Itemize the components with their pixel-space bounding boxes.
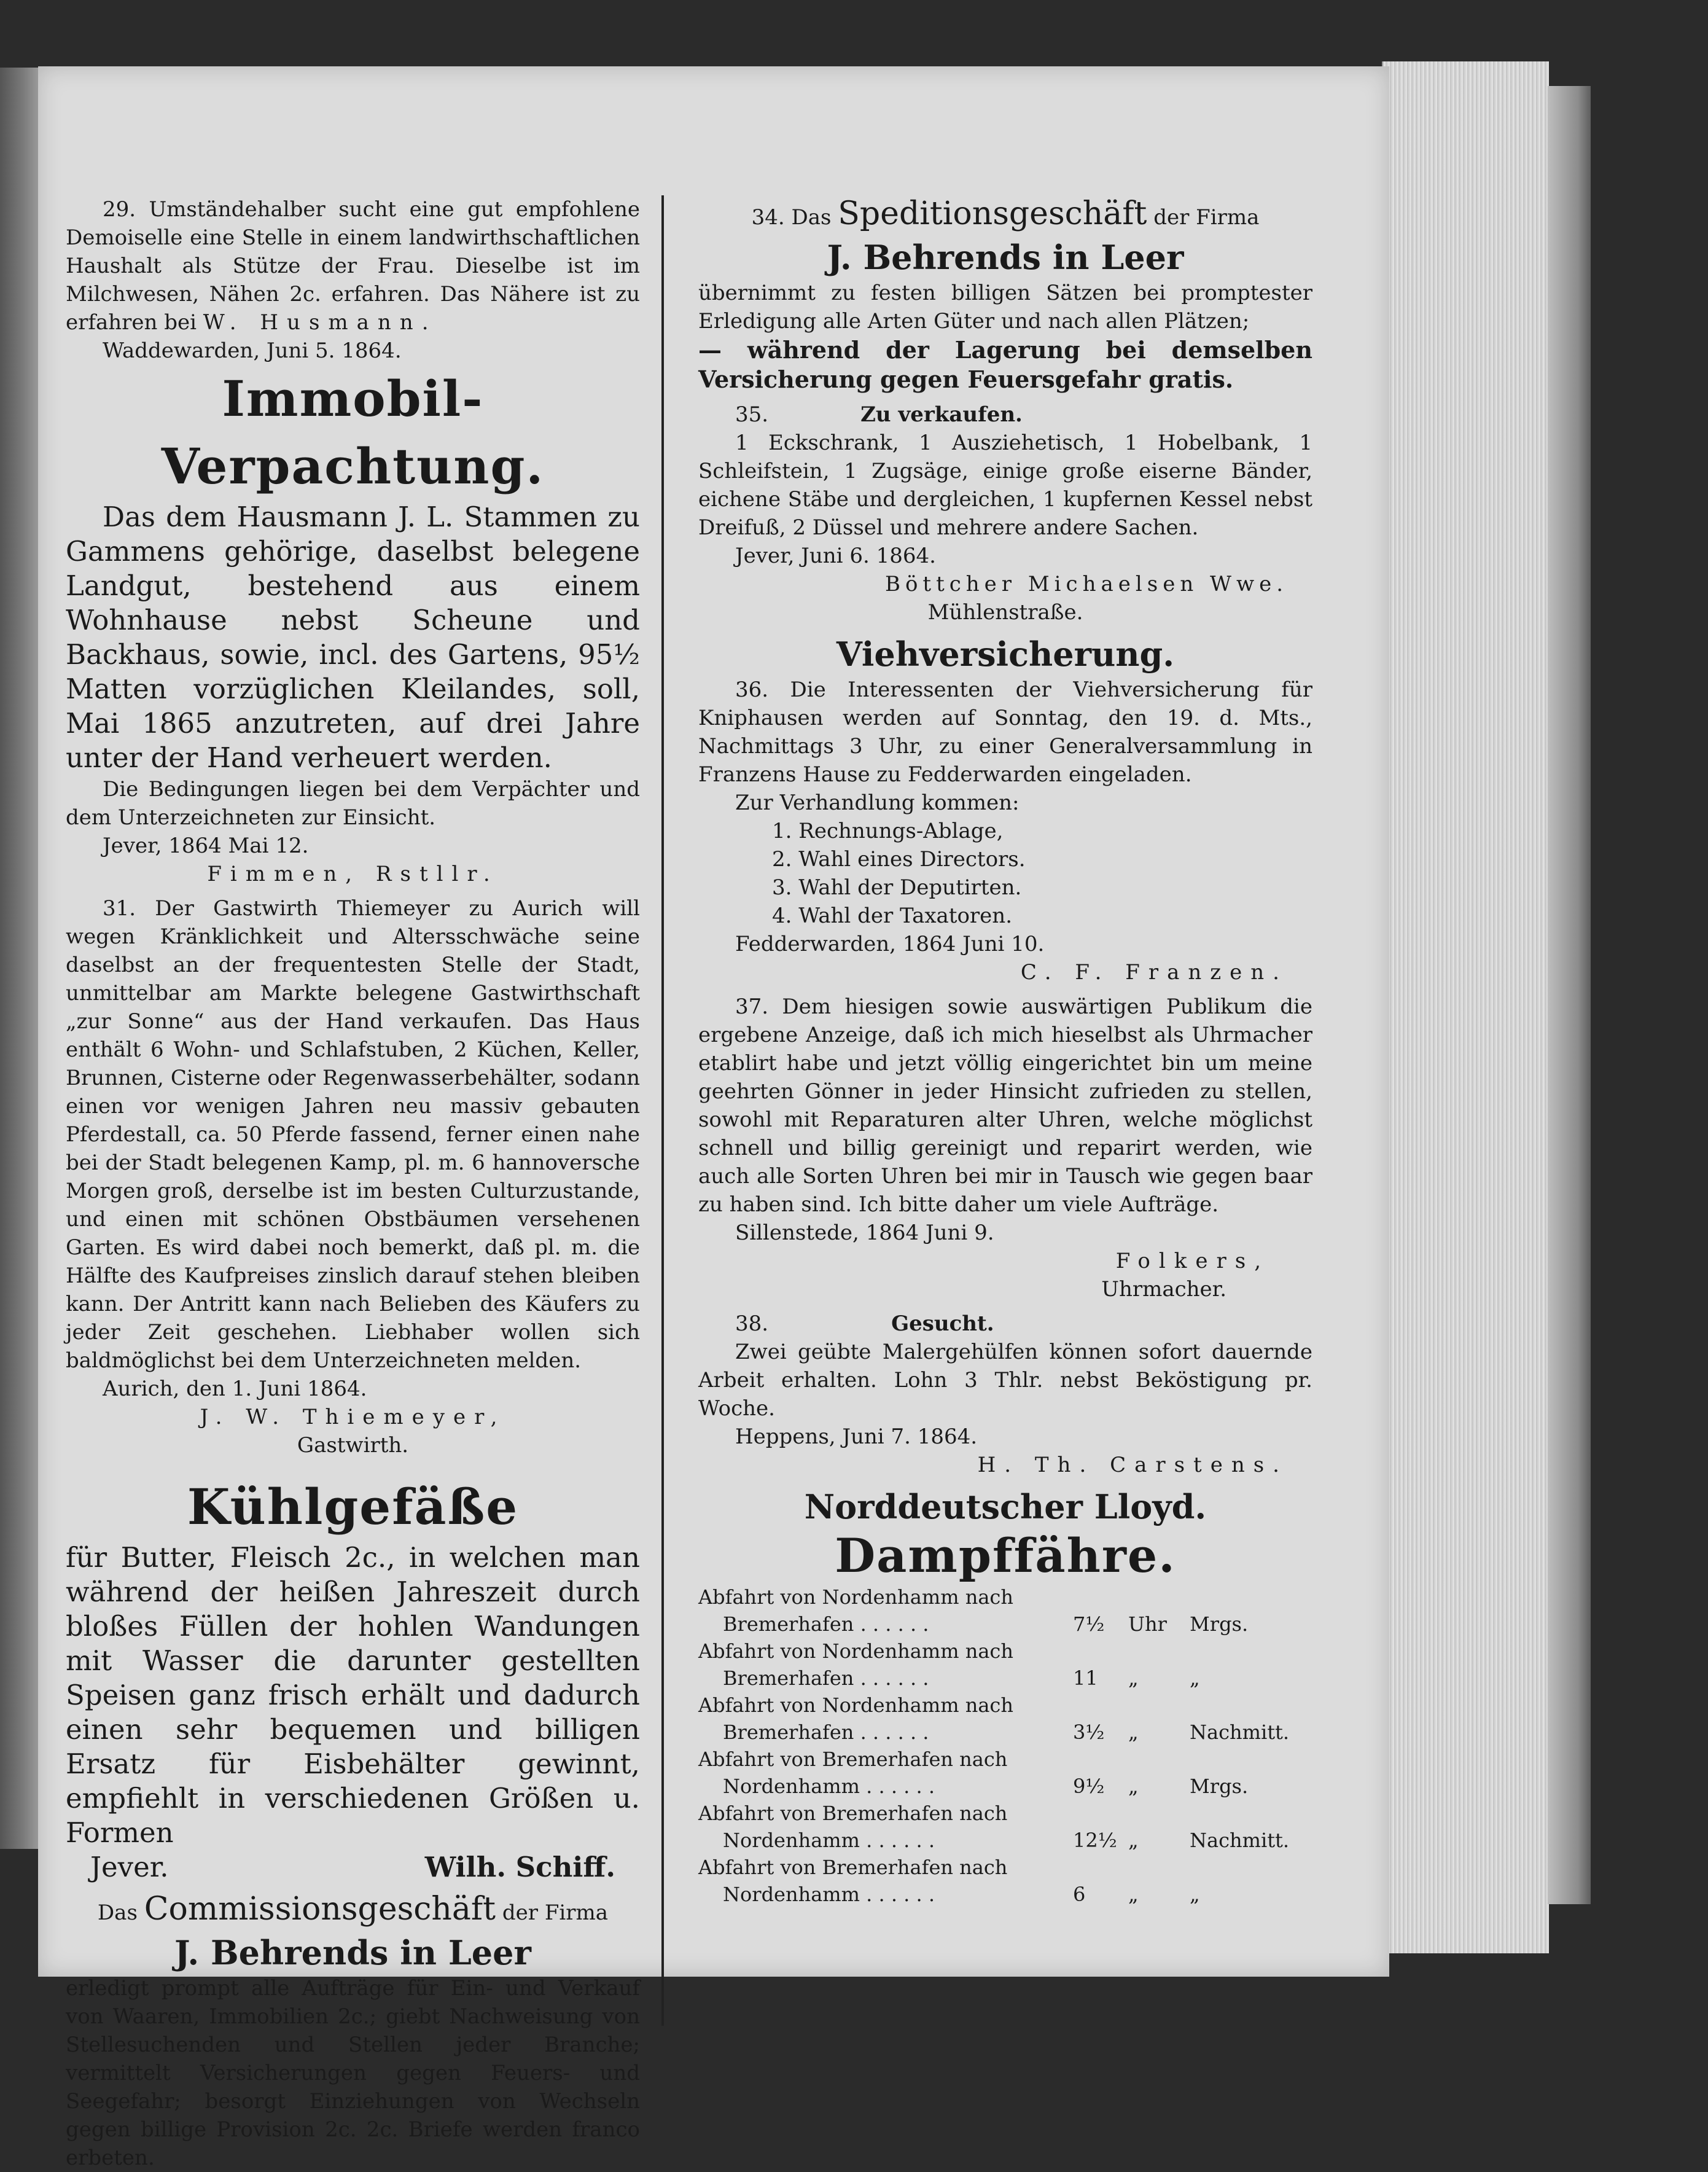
left-column xyxy=(66,195,640,2172)
ad-38-body: Zwei geübte Malergehülfen können sofort dauernde Arbeit erhalten. Lohn 3 Thlr. nebst Beköstigung pr. Woche. xyxy=(698,1340,1312,1421)
ad-30-place-date: Jever, 1864 Mai 12. xyxy=(103,834,309,858)
ad-30-signature: Fimmen, Rstllr. xyxy=(207,862,499,886)
ad-34 xyxy=(698,195,1312,394)
timetable-row: Bremerhafen . . . . . . 11 „ „ xyxy=(723,1666,1200,1690)
ad-31-name: J. W. Thiemeyer, xyxy=(200,1405,506,1429)
ad-34-body: übernimmt zu festen billigen Sätzen bei promptester Erledigung alle Arten Güter und nach allen Plätzen; xyxy=(698,281,1312,334)
ad-35-name: Böttcher Michaelsen Wwe. xyxy=(884,572,1288,596)
book-cover-edge xyxy=(1548,86,1591,1904)
column-rule xyxy=(661,195,664,2026)
commission-line1: Das Commissionsgeschäft der Firma xyxy=(97,1891,609,1928)
timetable-row: Abfahrt von Nordenhamm nach xyxy=(698,1639,1013,1663)
commission-firm: J. Behrends in Leer xyxy=(174,1933,531,1972)
ad-commission xyxy=(66,1891,640,2172)
ad-36-signature: C. F. Franzen. xyxy=(1020,960,1288,985)
timetable-row: Nordenhamm . . . . . . 6 „ „ xyxy=(723,1883,1200,1906)
timetable-row: Nordenhamm . . . . . . 9½ „ Mrgs. xyxy=(723,1775,1249,1798)
ad-kuehlgefaesse xyxy=(66,1473,640,1885)
ad-38-heading: Gesucht. xyxy=(891,1311,994,1336)
timetable-row: Abfahrt von Bremerhafen nach xyxy=(698,1856,1008,1879)
ad-35-heading: Zu verkaufen. xyxy=(860,402,1023,427)
timetable-row: Bremerhafen . . . . . . 3½ „ Nachmitt. xyxy=(723,1721,1290,1744)
lloyd-heading: Norddeutscher Lloyd. xyxy=(804,1487,1207,1526)
ad-37 xyxy=(698,993,1312,1303)
previous-page-edge xyxy=(0,68,38,1849)
ad-34-line1: 34. Das Speditionsgeschäft der Firma xyxy=(751,195,1260,232)
ad-35-head xyxy=(698,400,1312,429)
ad-35-place-date: Jever, Juni 6. 1864. xyxy=(735,544,936,568)
ad-38-place-date: Heppens, Juni 7. 1864. xyxy=(735,1424,978,1449)
right-column xyxy=(698,195,1312,1908)
commission-title: Commissionsgeschäft xyxy=(144,1891,496,1928)
timetable-row: Abfahrt von Bremerhafen nach xyxy=(698,1802,1008,1825)
ad-35-address: Mühlenstraße. xyxy=(927,600,1083,625)
ad-36 xyxy=(698,633,1312,986)
ad-36-body: 36. Die Interessenten der Viehversicherung für Kniphausen werden auf Sonntag, den 19. d. Mts., Nachmittags 3 Uhr, zu einer Generalversammlung in Franzens Hause zu Fedderwarden eingeladen. xyxy=(698,678,1312,787)
ad-38-head xyxy=(698,1310,1312,1338)
ad-36-heading: Viehversicherung. xyxy=(836,635,1175,674)
kuehl-footer xyxy=(66,1850,640,1885)
commission-body: erledigt prompt alle Aufträge für Ein- und Verkauf von Waaren, Immobilien 2c.; giebt Nachweisung von Stellesuchenden und Stellen jeder Branche; vermittelt Versicherungen gegen Feuers- und Seegefahr; besorgt Einziehungen von Wechseln gegen billige Provision 2c. 2c. Briefe werden franco erbeten. xyxy=(66,1976,640,2170)
ad-37-title: Uhrmacher. xyxy=(1101,1277,1226,1302)
ad-30-heading: Immobil-Verpachtung. xyxy=(161,370,545,495)
timetable-row: Abfahrt von Nordenhamm nach xyxy=(698,1693,1013,1717)
ad-30-note: Die Bedingungen liegen bei dem Verpächter und dem Unterzeichneten zur Einsicht. xyxy=(66,777,640,830)
ad-34-bold: — während der Lagerung bei demselben Versicherung gegen Feuersgefahr gratis. xyxy=(698,336,1312,393)
ad-30 xyxy=(66,365,640,888)
ad-36-agenda-item: 4. Wahl der Taxatoren. xyxy=(772,904,1012,928)
ad-31-title: Gastwirth. xyxy=(297,1433,409,1458)
ad-38-name: H. Th. Carstens. xyxy=(977,1453,1288,1477)
timetable-row: Nordenhamm . . . . . . 12½ „ Nachmitt. xyxy=(723,1829,1290,1852)
ad-37-text: 37. Dem hiesigen sowie auswärtigen Publikum die ergebene Anzeige, daß ich mich hieselbst als Uhrmacher etablirt habe und jetzt völlig eingerichtet bin um meine geehrten Gönner in jeder Hinsicht zufrieden zu stellen, sowohl mit Reparaturen alter Uhren, welche möglichst schnell und billig gereinigt und reparirt werden, wie auch alle Sorten Uhren bei mir in Tausch wie gegen baar zu haben sind. Ich bitte daher um viele Aufträge. xyxy=(698,994,1312,1217)
ferry-timetable xyxy=(698,1584,1312,1908)
newspaper-page xyxy=(38,66,1389,2170)
ad-29 xyxy=(66,195,640,365)
ad-38 xyxy=(698,1310,1312,1479)
timetable-row: Abfahrt von Bremerhafen nach xyxy=(698,1748,1008,1771)
ad-36-agenda-item: 2. Wahl eines Directors. xyxy=(772,847,1026,872)
ad-36-agenda-item: 3. Wahl der Deputirten. xyxy=(772,875,1022,900)
ad-29-name: W. Husmann. xyxy=(203,310,437,335)
timetable-row: Bremerhafen . . . . . . 7½ Uhr Mrgs. xyxy=(723,1612,1249,1636)
ad-38-num: 38. xyxy=(735,1311,769,1336)
timetable-row: Abfahrt von Nordenhamm nach xyxy=(698,1585,1013,1609)
ad-34-title: Speditionsgeschäft xyxy=(838,195,1147,232)
ad-34-firm: J. Behrends in Leer xyxy=(827,238,1184,277)
ad-37-name: Folkers, xyxy=(1115,1249,1269,1273)
kuehl-body: für Butter, Fleisch 2c., in welchen man während der heißen Jahreszeit durch bloßes Füllen der hohlen Wandungen mit Wasser die darunter gestellten Speisen ganz frisch erhält und dadurch einen sehr bequemen und billigen Ersatz für Eisbehälter gewinnt, empfiehlt in verschiedenen Größen u. Formen xyxy=(66,1541,640,1849)
ad-30-body: Das dem Hausmann J. L. Stammen zu Gammens gehörige, daselbst belegene Landgut, bestehend aus einem Wohnhause nebst Scheune und Backhaus, sowie, incl. des Gartens, 95½ Matten vorzüglichen Kleilandes, soll, Mai 1865 anzutreten, auf drei Jahre unter der Hand verheuert werden. xyxy=(66,501,640,774)
ad-35-num: 35. xyxy=(735,402,769,427)
book-page-edges xyxy=(1382,61,1549,1953)
ad-37-place-date: Sillenstede, 1864 Juni 9. xyxy=(735,1221,994,1245)
ad-lloyd xyxy=(698,1485,1312,1908)
ad-36-agenda-title: Zur Verhandlung kommen: xyxy=(735,791,1020,815)
kuehl-heading: Kühlgefäße xyxy=(187,1478,519,1536)
ad-35-body: 1 Eckschrank, 1 Ausziehetisch, 1 Hobelbank, 1 Schleifstein, 1 Zugsäge, einige große eiserne Bänder, eichene Stäbe und dergleichen, 1 kupfernen Kessel nebst Dreifuß, 2 Düssel und mehrere andere Sachen. xyxy=(698,431,1312,540)
ad-35 xyxy=(698,400,1312,627)
ad-29-place-date: Waddewarden, Juni 5. 1864. xyxy=(103,338,402,363)
ad-31-place-date: Aurich, den 1. Juni 1864. xyxy=(103,1377,367,1401)
ad-36-agenda-item: 1. Rechnungs-Ablage, xyxy=(772,819,1004,843)
ad-36-place-date: Fedderwarden, 1864 Juni 10. xyxy=(735,932,1045,956)
ad-29-text: 29. Umständehalber sucht eine gut empfohlene Demoiselle eine Stelle in einem landwirthschaftlichen Haushalt als Stütze der Frau. Dieselbe ist im Milchwesen, Nähen 2c. erfahren. Das Nähere ist zu erfahren bei W. Husmann. xyxy=(66,197,640,335)
ad-31-text: 31. Der Gastwirth Thiemeyer zu Aurich will wegen Kränklichkeit und Altersschwäche seine daselbst an der frequentesten Stelle der Stadt, unmittelbar am Markte belegene Gastwirthschaft „zur Sonne“ aus der Hand verkaufen. Das Haus enthält 6 Wohn- und Schlafstuben, 2 Küchen, Keller, Brunnen, Cisterne oder Regenwasserbehälter, sodann einen vor wenigen Jahren neu massiv gebauten Pferdestall, ca. 50 Pferde fassend, ferner einen nahe bei der Stadt belegenen Kamp, pl. m. 6 hannoversche Morgen groß, derselbe ist im besten Culturzustande, und einen mit schönen Obstbäumen versehenen Garten. Es wird dabei noch bemerkt, daß pl. m. die Hälfte des Kaufpreises zinslich darauf stehen bleiben kann. Der Antritt kann nach Belieben des Käufers zu jeder Zeit geschehen. Liebhaber wollen sich baldmöglichst bei dem Unterzeichneten melden. xyxy=(66,896,640,1373)
kuehl-name: Wilh. Schiff. xyxy=(424,1851,615,1883)
kuehl-place: Jever. xyxy=(90,1851,169,1883)
lloyd-subheading: Dampffähre. xyxy=(835,1528,1176,1583)
ad-31 xyxy=(66,894,640,1459)
